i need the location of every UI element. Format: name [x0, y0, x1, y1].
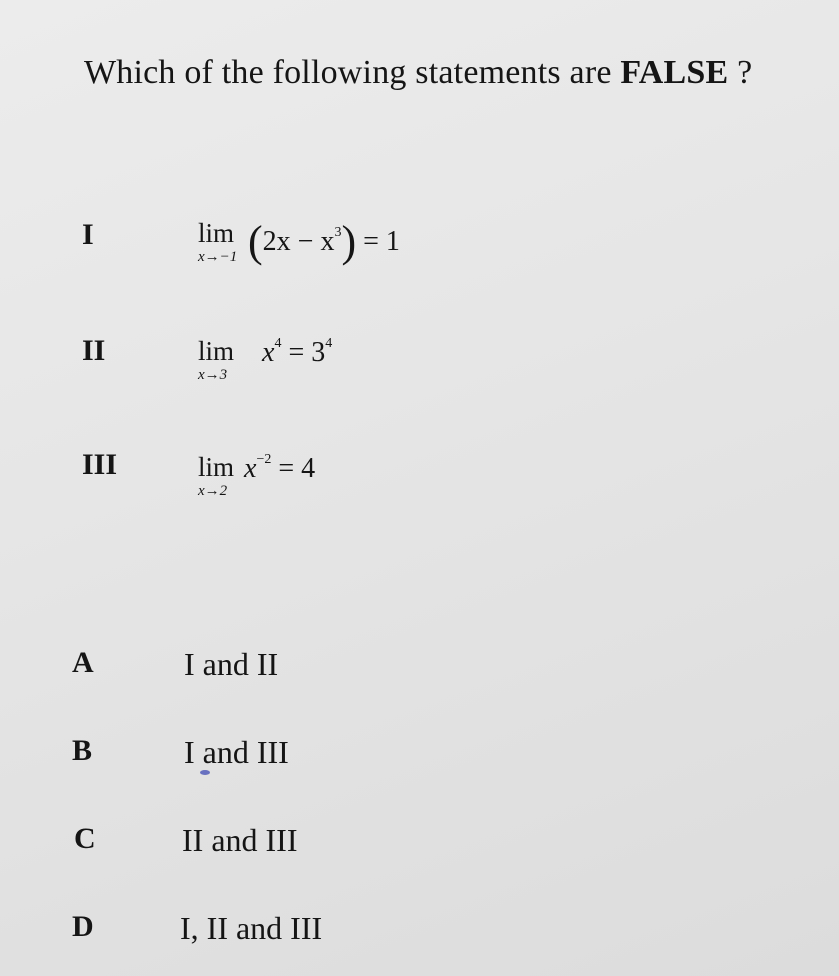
- question-text: [84, 54, 752, 92]
- limit-operator: lim x→3: [198, 336, 235, 383]
- question-emphasis: FALSE: [620, 54, 729, 91]
- statement-1: [0, 210, 839, 290]
- option-b[interactable]: [0, 734, 839, 774]
- statement-label: I: [82, 218, 94, 251]
- option-text: II and III: [182, 822, 298, 858]
- option-c[interactable]: [0, 822, 839, 862]
- option-letter: B: [72, 734, 93, 767]
- question-prefix: Which of the following statements are: [84, 54, 621, 91]
- option-letter: C: [74, 822, 96, 855]
- option-text: I and II: [184, 646, 279, 682]
- limit-expression: $(2x - x^3) = 1$: [248, 217, 400, 266]
- question-suffix: ?: [728, 54, 753, 91]
- option-text: I and III: [184, 734, 289, 770]
- option-letter: D: [72, 910, 94, 943]
- limit-operator: lim x→2: [198, 452, 235, 499]
- statement-3: [0, 440, 839, 520]
- statement-label: III: [82, 448, 118, 481]
- limit-operator: lim x→−1: [198, 218, 238, 265]
- option-a[interactable]: [0, 646, 839, 686]
- statement-2: [0, 320, 839, 400]
- option-letter: A: [72, 646, 94, 679]
- pen-mark: [200, 770, 210, 775]
- limit-expression: $x^4 = 3^4$: [262, 336, 333, 368]
- option-d[interactable]: [0, 910, 839, 950]
- limit-expression: $x^{-2} = 4$: [244, 452, 316, 484]
- option-text: I, II and III: [180, 910, 323, 946]
- statement-label: II: [82, 334, 106, 367]
